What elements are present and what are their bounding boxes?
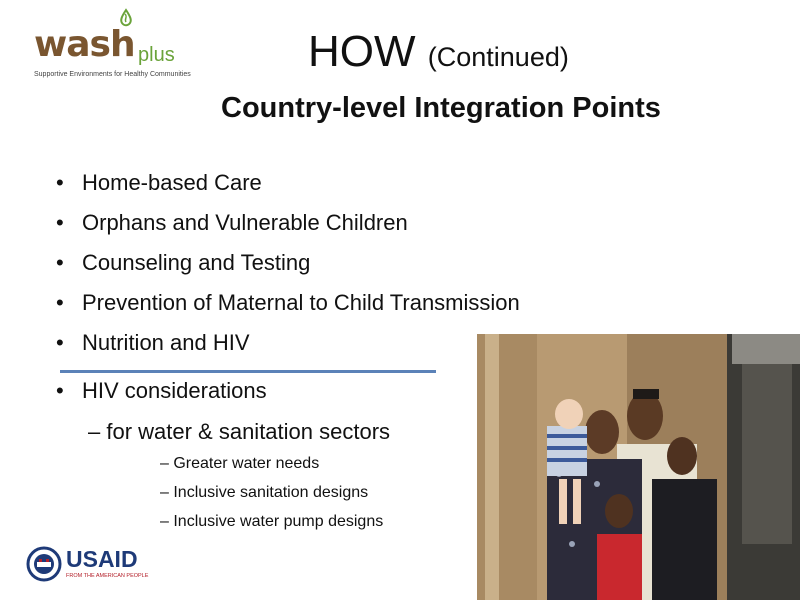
usaid-logo <box>26 542 156 587</box>
bullet-icon: • <box>56 330 64 355</box>
slide-title <box>308 27 569 76</box>
usaid-seal-icon <box>26 546 62 582</box>
list-item: • Nutrition and HIV <box>56 328 520 368</box>
title-suffix: (Continued) <box>427 42 569 72</box>
list-item: • Home-based Care <box>56 168 520 208</box>
washplus-logo <box>30 8 200 83</box>
list-item: • Orphans and Vulnerable Children <box>56 208 520 248</box>
list-item: – Greater water needs <box>160 455 320 472</box>
bullet-icon: • <box>56 210 64 235</box>
bullet-icon: • <box>56 378 64 403</box>
bullet-icon: • <box>56 250 64 275</box>
logo-wordmark: wash <box>34 24 135 65</box>
list-item: – Inclusive water pump designs <box>160 513 384 530</box>
list-item: • Counseling and Testing <box>56 248 520 288</box>
integration-points-list <box>56 168 520 368</box>
divider-line <box>60 370 436 373</box>
bullet-icon: • <box>56 290 64 315</box>
hiv-considerations-heading: • HIV considerations <box>56 376 267 406</box>
list-item: • Prevention of Maternal to Child Transmission <box>56 288 520 328</box>
logo-plus: plus <box>138 44 175 66</box>
usaid-tagline: FROM THE AMERICAN PEOPLE <box>66 573 149 579</box>
bullet-icon: • <box>56 170 64 195</box>
logo-tagline: Supportive Environments for Healthy Communities <box>34 71 191 78</box>
title-main: HOW <box>308 27 416 76</box>
family-photo-illustration <box>477 334 800 600</box>
usaid-wordmark: USAID <box>66 546 138 572</box>
family-photo <box>477 334 800 600</box>
slide-subtitle: Country-level Integration Points <box>221 92 661 124</box>
hiv-sub-heading: – for water & sanitation sectors <box>88 419 391 444</box>
hiv-items-list <box>160 452 383 539</box>
list-item: – Inclusive sanitation designs <box>160 484 369 501</box>
